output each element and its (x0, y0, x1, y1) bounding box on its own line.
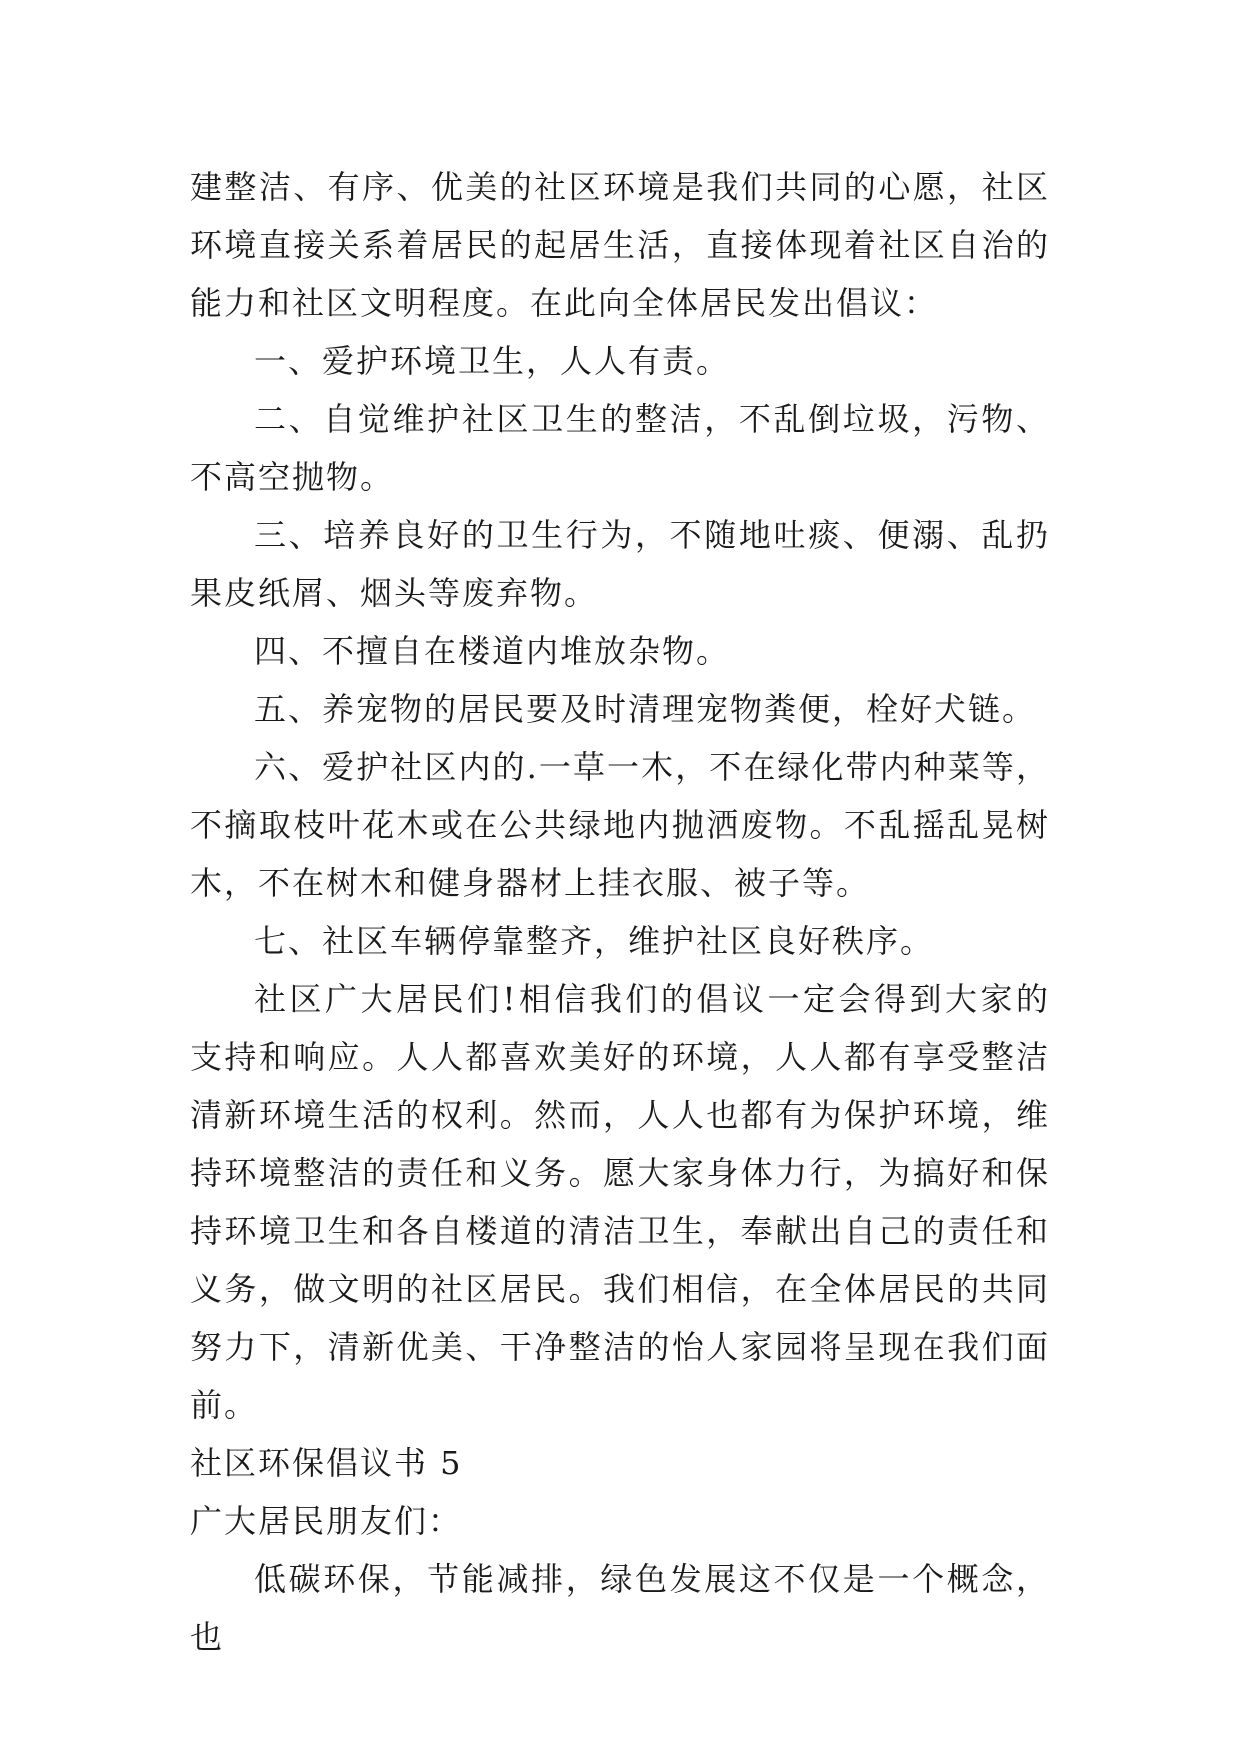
paragraph-intro: 建整洁、有序、优美的社区环境是我们共同的心愿，社区环境直接关系着居民的起居生活，直接体现着社区自治的能力和社区文明程度。在此向全体居民发出倡议： (190, 168, 1050, 322)
paragraph-item-4: 四、不擅自在楼道内堆放杂物。 (254, 632, 731, 670)
paragraph-last: 低碳环保，节能减排，绿色发展这不仅是一个概念，也 (190, 1560, 1050, 1656)
paragraph-item-6: 六、爱护社区内的.一草一木，不在绿化带内种菜等，不摘取枝叶花木或在公共绿地内抛洒废物。不乱摇乱晃树木，不在树木和健身器材上挂衣服、被子等。 (190, 748, 1050, 902)
paragraph-item-3: 三、培养良好的卫生行为，不随地吐痰、便溺、乱扔果皮纸屑、烟头等废弃物。 (190, 516, 1050, 612)
document-body (190, 158, 1050, 1666)
salutation: 广大居民朋友们： (190, 1502, 463, 1540)
paragraph-item-7: 七、社区车辆停靠整齐，维护社区良好秩序。 (254, 922, 935, 960)
paragraph-item-5: 五、养宠物的居民要及时清理宠物粪便，栓好犬链。 (254, 690, 1037, 728)
paragraph-closing: 社区广大居民们!相信我们的倡议一定会得到大家的支持和响应。人人都喜欢美好的环境，人人都有享受整洁清新环境生活的权利。然而，人人也都有为保护环境，维持环境整洁的责任和义务。愿大家身体力行，为搞好和保持环境卫生和各自楼道的清洁卫生，奉献出自己的责任和义务，做文明的社区居民。我们相信，在全体居民的共同努力下，清新优美、干净整洁的怡人家园将呈现在我们面前。 (190, 980, 1050, 1424)
section-title: 社区环保倡议书 5 (190, 1444, 463, 1482)
paragraph-item-2: 二、自觉维护社区卫生的整洁，不乱倒垃圾，污物、不高空抛物。 (190, 400, 1050, 496)
paragraph-item-1: 一、爱护环境卫生，人人有责。 (254, 342, 731, 380)
